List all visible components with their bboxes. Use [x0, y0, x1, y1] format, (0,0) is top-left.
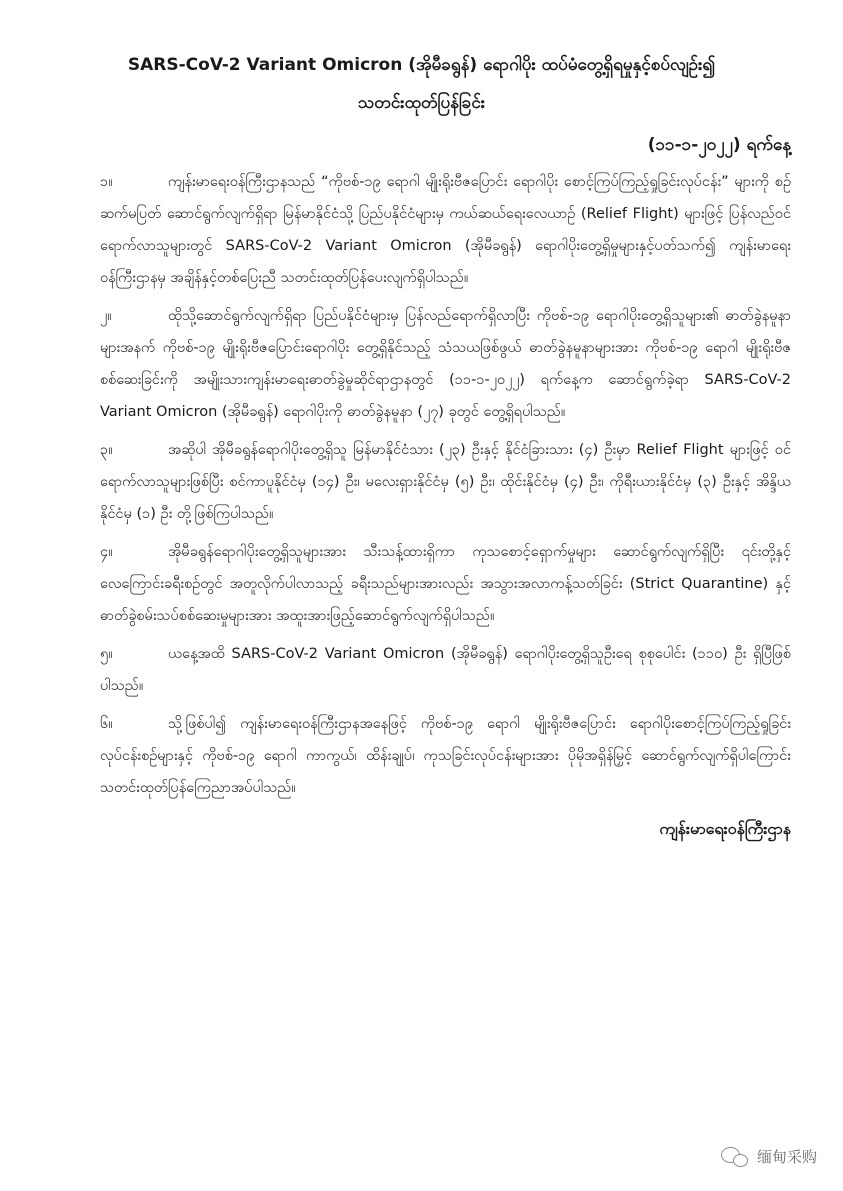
numbered-paragraph [100, 300, 791, 428]
wechat-icon [721, 1145, 749, 1167]
document-title: SARS-CoV-2 Variant Omicron (အိုမီခရွန်) ရောဂါပိုး ထပ်မံတွေ့ရှိရမှုနှင့်စပ်လျဉ်း၍ [127, 55, 716, 75]
paragraph-number: ၂။ [100, 308, 112, 324]
numbered-paragraph [100, 166, 791, 294]
paragraph-number: ၄။ [100, 544, 113, 560]
paragraph-text: ထိုသို့ဆောင်ရွက်လျက်ရှိရာ ပြည်ပနိုင်ငံများမှ ပြန်လည်ရောက်ရှိလာပြီး ကိုဗစ်-၁၉ ရောဂါပိုးတွေ့ရှိသူများ၏ ဓာတ်ခွဲနမူနာများအနက် ကိုဗစ်-၁၉ မျိုးရိုးဗီဇပြောင်းရောဂါပိုး တွေ့ရှိနိုင်သည့် သံသယဖြစ်ဖွယ် ဓာတ်ခွဲနမူနာများအား ကိုဗစ်-၁၉ ရောဂါ မျိုးရိုးဗီဇ စစ်ဆေးခြင်းကို အမျိုးသားကျန်းမာရေးဓာတ်ခွဲမှုဆိုင်ရာဌာနတွင် (၁၁-၁-၂၀၂၂) ရက်နေ့က ဆောင်ရွက်ခဲ့ရာ SARS-CoV-2 Variant Omicron (အိုမီခရွန်) ရောဂါပိုးကို ဓာတ်ခွဲနမူနာ (၂၇) ခုတွင် တွေ့ရှိရပါသည်။ [100, 308, 791, 420]
signature: ကျန်းမာရေးဝန်ကြီးဌာန [659, 819, 791, 838]
paragraph-number: ၃။ [100, 442, 113, 458]
paragraph-number: ၆။ [100, 716, 113, 732]
watermark [721, 1145, 817, 1167]
paragraph-number: ၁။ [100, 174, 113, 190]
paragraph-text: ကျန်းမာရေးဝန်ကြီးဌာနသည် “ကိုဗစ်-၁၉ ရောဂါ မျိုးရိုးဗီဇပြောင်း ရောဂါပိုး စောင့်ကြပ်ကြည့်ရှုခြင်းလုပ်ငန်း” များကို စဉ်ဆက်မပြတ် ဆောင်ရွက်လျက်ရှိရာ မြန်မာနိုင်ငံသို့ ပြည်ပနိုင်ငံများမှ ကယ်ဆယ်ရေးလေယာဉ် (Relief Flight) များဖြင့် ပြန်လည်ဝင်ရောက်လာသူများတွင် SARS-CoV-2 Variant Omicron (အိုမီခရွန်) ရောဂါပိုးတွေ့ရှိမှုများနှင့်ပတ်သက်၍ ကျန်းမာရေးဝန်ကြီးဌာနမှ အချိန်နှင့်တစ်ပြေးညီ သတင်းထုတ်ပြန်ပေးလျက်ရှိပါသည်။ [100, 174, 791, 286]
document-date: (၁၁-၁-၂၀၂၂) ရက်နေ့ [647, 135, 791, 155]
numbered-paragraph [100, 638, 791, 702]
numbered-paragraph [100, 434, 791, 530]
numbered-paragraph [100, 536, 791, 632]
numbered-paragraph [100, 708, 791, 804]
paragraph-number: ၅။ [100, 646, 113, 662]
paragraph-text: သို့ဖြစ်ပါ၍ ကျန်းမာရေးဝန်ကြီးဌာနအနေဖြင့် ကိုဗစ်-၁၉ ရောဂါ မျိုးရိုးဗီဇပြောင်း ရောဂါပိုးစောင့်ကြပ်ကြည့်ရှုခြင်းလုပ်ငန်းစဉ်များနှင့် ကိုဗစ်-၁၉ ရောဂါ ကာကွယ်၊ ထိန်းချုပ်၊ ကုသခြင်းလုပ်ငန်းများအား ပိုမိုအရှိန်မြှင့် ဆောင်ရွက်လျက်ရှိပါကြောင်း သတင်းထုတ်ပြန်ကြေညာအပ်ပါသည်။ [100, 716, 791, 796]
watermark-text: 缅甸采购 [756, 1147, 817, 1166]
document-subtitle: သတင်းထုတ်ပြန်ခြင်း [357, 93, 486, 113]
paragraph-text: အိုမီခရွန်ရောဂါပိုးတွေ့ရှိသူများအား သီးသန့်ထားရှိကာ ကုသစောင့်ရှောက်မှုများ ဆောင်ရွက်လျက်ရှိပြီး ၎င်းတို့နှင့် လေကြောင်းခရီးစဉ်တွင် အတူလိုက်ပါလာသည့် ခရီးသည်များအားလည်း အသွားအလာကန့်သတ်ခြင်း (Strict Quarantine) နှင့် ဓာတ်ခွဲစမ်းသပ်စစ်ဆေးမှုများအား အထူးအားဖြည့်ဆောင်ရွက်လျက်ရှိပါသည်။ [100, 544, 791, 624]
paragraph-text: ယနေ့အထိ SARS-CoV-2 Variant Omicron (အိုမီခရွန်) ရောဂါပိုးတွေ့ရှိသူဦးရေ စုစုပေါင်း (၁၁၀) ဦး ရှိပြီဖြစ်ပါသည်။ [100, 646, 791, 694]
paragraph-text: အဆိုပါ အိုမီခရွန်ရောဂါပိုးတွေ့ရှိသူ မြန်မာနိုင်ငံသား (၂၃) ဦးနှင့် နိုင်ငံခြားသား (၄) ဦးမှာ Relief Flight များဖြင့် ဝင်ရောက်လာသူများဖြစ်ပြီး စင်ကာပူနိုင်ငံမှ (၁၄) ဦး၊ မလေးရှားနိုင်ငံမှ (၅) ဦး၊ ထိုင်းနိုင်ငံမှ (၄) ဦး၊ ကိုရီးယားနိုင်ငံမှ (၃) ဦးနှင့် အိန္ဒိယနိုင်ငံမှ (၁) ဦး တို့ဖြစ်ကြပါသည်။ [100, 442, 791, 522]
paragraph-list [100, 166, 791, 804]
